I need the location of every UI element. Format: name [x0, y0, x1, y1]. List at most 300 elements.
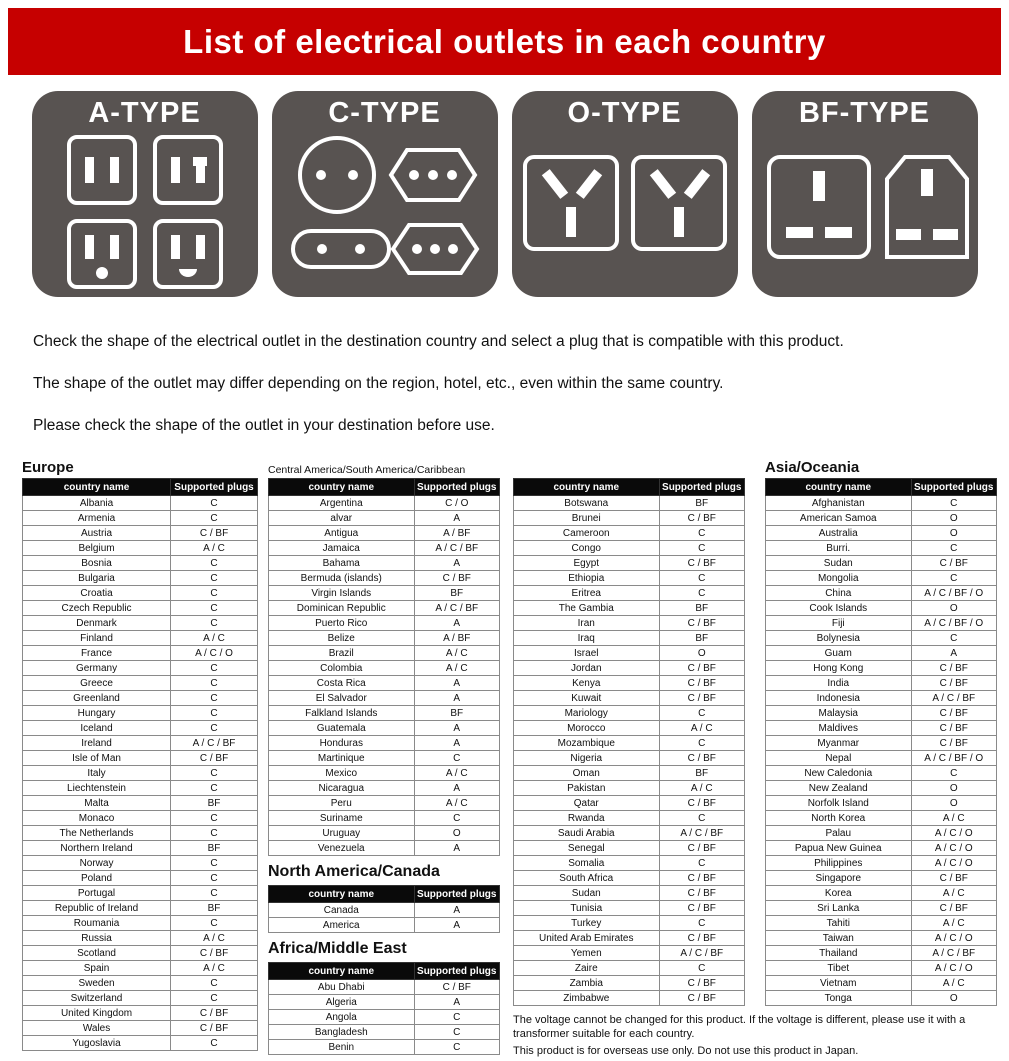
table-row [514, 781, 745, 796]
country-name-cell: Tibet [766, 961, 912, 976]
country-name-cell: American Samoa [766, 511, 912, 526]
table-row [23, 886, 258, 901]
table-row [23, 691, 258, 706]
table-row [514, 691, 745, 706]
country-name-cell: Nepal [766, 751, 912, 766]
table-row [23, 811, 258, 826]
country-name-cell: Wales [23, 1021, 171, 1036]
country-name-cell: Croatia [23, 586, 171, 601]
supported-plugs-cell: C / BF [911, 661, 996, 676]
country-name-cell: Singapore [766, 871, 912, 886]
country-name-cell: Yemen [514, 946, 660, 961]
country-name-cell: Switzerland [23, 991, 171, 1006]
supported-plugs-cell: BF [659, 601, 744, 616]
supported-plugs-cell: C / BF [414, 980, 499, 995]
country-name-cell: El Salvador [269, 691, 415, 706]
supported-plugs-header: Supported plugs [171, 479, 258, 496]
country-name-cell: The Netherlands [23, 826, 171, 841]
supported-plugs-cell: A / C / BF / O [911, 751, 996, 766]
country-name-cell: Falkland Islands [269, 706, 415, 721]
country-name-cell: Ireland [23, 736, 171, 751]
europe-table [22, 478, 258, 1051]
plug-card-a-type [32, 91, 258, 297]
country-name-cell: Taiwan [766, 931, 912, 946]
country-name-cell: China [766, 586, 912, 601]
country-name-cell: Abu Dhabi [269, 980, 415, 995]
table-row [23, 496, 258, 511]
country-name-cell: Sudan [766, 556, 912, 571]
table-row [766, 511, 997, 526]
country-name-cell: alvar [269, 511, 415, 526]
country-name-cell: South Africa [514, 871, 660, 886]
supported-plugs-cell: C / BF [659, 616, 744, 631]
supported-plugs-cell: A / C / BF [171, 736, 258, 751]
table-row [766, 796, 997, 811]
supported-plugs-cell: A [414, 903, 499, 918]
table-row [514, 526, 745, 541]
supported-plugs-cell: A / C / BF / O [911, 586, 996, 601]
supported-plugs-cell: C [171, 916, 258, 931]
table-row [766, 751, 997, 766]
country-name-cell: Rwanda [514, 811, 660, 826]
supported-plugs-cell: A / C [911, 811, 996, 826]
supported-plugs-header: Supported plugs [414, 886, 499, 903]
table-header-row [269, 963, 500, 980]
country-name-cell: Republic of Ireland [23, 901, 171, 916]
table-row [23, 856, 258, 871]
supported-plugs-cell: C [171, 586, 258, 601]
supported-plugs-cell: A / C [171, 541, 258, 556]
europe-column [22, 459, 258, 1051]
country-name-cell: Indonesia [766, 691, 912, 706]
table-row [766, 556, 997, 571]
country-name-cell: Suriname [269, 811, 415, 826]
supported-plugs-cell: C [171, 511, 258, 526]
country-name-cell: Mozambique [514, 736, 660, 751]
supported-plugs-cell: C [414, 1040, 499, 1055]
table-row [269, 918, 500, 933]
country-name-cell: United Kingdom [23, 1006, 171, 1021]
supported-plugs-cell: A / C [659, 781, 744, 796]
country-name-header: country name [766, 479, 912, 496]
country-name-cell: Botswana [514, 496, 660, 511]
country-name-header: country name [269, 886, 415, 903]
supported-plugs-cell: C [659, 961, 744, 976]
table-row [766, 706, 997, 721]
country-name-cell: Isle of Man [23, 751, 171, 766]
supported-plugs-cell: C / BF [171, 946, 258, 961]
table-row [766, 691, 997, 706]
country-name-cell: Venezuela [269, 841, 415, 856]
supported-plugs-cell: A / C / BF / O [911, 616, 996, 631]
supported-plugs-cell: C / BF [911, 871, 996, 886]
country-name-cell: Dominican Republic [269, 601, 415, 616]
country-name-cell: Kuwait [514, 691, 660, 706]
supported-plugs-cell: C [659, 526, 744, 541]
table-row [766, 871, 997, 886]
table-row [269, 903, 500, 918]
table-row [766, 526, 997, 541]
country-name-cell: Colombia [269, 661, 415, 676]
supported-plugs-cell: C [659, 856, 744, 871]
supported-plugs-cell: C / BF [171, 1021, 258, 1036]
a-type-label: A-TYPE [88, 97, 201, 129]
country-name-cell: Greece [23, 676, 171, 691]
voltage-note [513, 1013, 1005, 1058]
section-title-central-south-america: Central America/South America/Caribbean [268, 464, 466, 476]
supported-plugs-cell: C [659, 811, 744, 826]
country-name-cell: Malaysia [766, 706, 912, 721]
supported-plugs-cell: O [911, 526, 996, 541]
supported-plugs-cell: C / BF [659, 901, 744, 916]
supported-plugs-cell: C [659, 736, 744, 751]
supported-plugs-cell: A / C / O [911, 826, 996, 841]
country-name-cell: North Korea [766, 811, 912, 826]
supported-plugs-cell: A / C / O [911, 961, 996, 976]
country-name-cell: Scotland [23, 946, 171, 961]
supported-plugs-cell: C / BF [659, 691, 744, 706]
supported-plugs-cell: C / BF [911, 706, 996, 721]
supported-plugs-header: Supported plugs [911, 479, 996, 496]
country-name-cell: Brunei [514, 511, 660, 526]
table-row [23, 751, 258, 766]
supported-plugs-cell: C [171, 571, 258, 586]
supported-plugs-cell: O [911, 511, 996, 526]
supported-plugs-cell: C [171, 781, 258, 796]
country-name-cell: Mexico [269, 766, 415, 781]
table-row [766, 781, 997, 796]
section-title-europe: Europe [22, 459, 74, 476]
supported-plugs-cell: O [911, 601, 996, 616]
table-row [766, 991, 997, 1006]
supported-plugs-cell: C / BF [659, 556, 744, 571]
supported-plugs-cell: A / C [414, 646, 499, 661]
table-row [514, 571, 745, 586]
country-name-cell: Malta [23, 796, 171, 811]
supported-plugs-cell: A / C [911, 886, 996, 901]
country-name-cell: Russia [23, 931, 171, 946]
country-name-cell: Congo [514, 541, 660, 556]
table-row [269, 661, 500, 676]
table-row [514, 601, 745, 616]
table-row [23, 841, 258, 856]
table-row [514, 751, 745, 766]
supported-plugs-cell: C / BF [659, 886, 744, 901]
table-row [269, 1025, 500, 1040]
supported-plugs-cell: A / C [171, 961, 258, 976]
table-row [269, 1040, 500, 1055]
supported-plugs-cell: C / BF [171, 751, 258, 766]
supported-plugs-cell: C / BF [911, 676, 996, 691]
supported-plugs-cell: A [414, 721, 499, 736]
country-name-cell: Guatemala [269, 721, 415, 736]
supported-plugs-cell: A / C / BF [659, 946, 744, 961]
country-name-cell: Greenland [23, 691, 171, 706]
country-name-header: country name [514, 479, 660, 496]
supported-plugs-cell: A / C [414, 661, 499, 676]
table-row [766, 901, 997, 916]
supported-plugs-cell: O [659, 646, 744, 661]
table-row [23, 826, 258, 841]
country-name-cell: Benin [269, 1040, 415, 1055]
supported-plugs-header: Supported plugs [659, 479, 744, 496]
supported-plugs-cell: A / C [911, 976, 996, 991]
supported-plugs-cell: A / C / O [911, 841, 996, 856]
country-name-cell: Israel [514, 646, 660, 661]
country-name-cell: Czech Republic [23, 601, 171, 616]
table-row [766, 496, 997, 511]
supported-plugs-cell: C [171, 496, 258, 511]
table-row [514, 736, 745, 751]
table-row [766, 946, 997, 961]
plug-card-o-type [512, 91, 738, 297]
supported-plugs-cell: A / C [414, 766, 499, 781]
country-name-cell: Australia [766, 526, 912, 541]
table-row [269, 841, 500, 856]
supported-plugs-cell: C [171, 856, 258, 871]
table-row [23, 1021, 258, 1036]
supported-plugs-cell: C [911, 541, 996, 556]
country-name-cell: America [269, 918, 415, 933]
supported-plugs-cell: C [171, 826, 258, 841]
supported-plugs-cell: A [414, 691, 499, 706]
table-row [514, 811, 745, 826]
supported-plugs-cell: A [414, 736, 499, 751]
table-row [23, 961, 258, 976]
table-row [766, 571, 997, 586]
table-header-row [514, 479, 745, 496]
supported-plugs-cell: A [414, 616, 499, 631]
country-name-cell: New Zealand [766, 781, 912, 796]
country-name-cell: Algeria [269, 995, 415, 1010]
intro-line-3: Please check the shape of the outlet in your destination before use. [33, 417, 495, 434]
country-name-cell: Nigeria [514, 751, 660, 766]
table-row [766, 931, 997, 946]
supported-plugs-cell: BF [659, 631, 744, 646]
table-row [514, 676, 745, 691]
country-name-cell: Mongolia [766, 571, 912, 586]
section-title-asia-oceania: Asia/Oceania [765, 459, 860, 476]
table-row [23, 511, 258, 526]
table-row [514, 931, 745, 946]
country-name-cell: Norfolk Island [766, 796, 912, 811]
country-name-cell: Papua New Guinea [766, 841, 912, 856]
country-name-cell: Bosnia [23, 556, 171, 571]
table-row [23, 556, 258, 571]
table-row [514, 706, 745, 721]
country-name-cell: Belgium [23, 541, 171, 556]
country-name-cell: Zaire [514, 961, 660, 976]
table-row [766, 616, 997, 631]
country-name-cell: Liechtenstein [23, 781, 171, 796]
table-row [269, 766, 500, 781]
country-name-cell: Guam [766, 646, 912, 661]
country-name-cell: Bolynesia [766, 631, 912, 646]
table-row [269, 706, 500, 721]
country-name-cell: Pakistan [514, 781, 660, 796]
supported-plugs-cell: A [414, 781, 499, 796]
table-row [23, 916, 258, 931]
table-row [23, 736, 258, 751]
country-name-cell: Brazil [269, 646, 415, 661]
table-row [766, 631, 997, 646]
north-america-table [268, 885, 500, 933]
supported-plugs-cell: O [911, 781, 996, 796]
country-name-cell: Uruguay [269, 826, 415, 841]
country-tables [0, 459, 1009, 1057]
table-row [514, 496, 745, 511]
table-row [766, 811, 997, 826]
table-row [23, 661, 258, 676]
supported-plugs-cell: C [171, 676, 258, 691]
supported-plugs-cell: BF [171, 796, 258, 811]
table-row [766, 586, 997, 601]
supported-plugs-cell: BF [659, 496, 744, 511]
table-row [23, 901, 258, 916]
table-row [514, 796, 745, 811]
country-name-cell: Sri Lanka [766, 901, 912, 916]
supported-plugs-cell: BF [659, 766, 744, 781]
supported-plugs-cell: A / C / BF [414, 541, 499, 556]
country-name-cell: Tonga [766, 991, 912, 1006]
table-row [269, 781, 500, 796]
supported-plugs-cell: A / C / BF [659, 826, 744, 841]
supported-plugs-cell: C [659, 916, 744, 931]
country-name-cell: Maldives [766, 721, 912, 736]
table-row [514, 661, 745, 676]
country-name-cell: Armenia [23, 511, 171, 526]
supported-plugs-cell: C / BF [414, 571, 499, 586]
country-name-cell: Spain [23, 961, 171, 976]
table-row [766, 661, 997, 676]
supported-plugs-cell: C [171, 1036, 258, 1051]
country-name-cell: Virgin Islands [269, 586, 415, 601]
table-row [23, 676, 258, 691]
supported-plugs-cell: A [911, 646, 996, 661]
country-name-cell: Zimbabwe [514, 991, 660, 1006]
table-row [269, 631, 500, 646]
supported-plugs-cell: C [171, 661, 258, 676]
table-row [269, 646, 500, 661]
table-row [269, 691, 500, 706]
country-name-cell: Argentina [269, 496, 415, 511]
supported-plugs-cell: C [414, 1010, 499, 1025]
table-row [269, 995, 500, 1010]
country-name-cell: Costa Rica [269, 676, 415, 691]
country-name-cell: Palau [766, 826, 912, 841]
country-name-cell: Belize [269, 631, 415, 646]
table-row [514, 916, 745, 931]
country-name-cell: Tahiti [766, 916, 912, 931]
country-name-cell: Northern Ireland [23, 841, 171, 856]
supported-plugs-cell: C / BF [171, 526, 258, 541]
country-name-cell: Myanmar [766, 736, 912, 751]
supported-plugs-cell: C [911, 571, 996, 586]
table-row [23, 991, 258, 1006]
country-name-cell: Jamaica [269, 541, 415, 556]
supported-plugs-cell: C [659, 586, 744, 601]
table-row [766, 676, 997, 691]
supported-plugs-cell: A [414, 676, 499, 691]
table-row [514, 826, 745, 841]
americas-africa-column [268, 459, 500, 1055]
table-header-row [766, 479, 997, 496]
supported-plugs-cell: A [414, 918, 499, 933]
country-name-cell: Antigua [269, 526, 415, 541]
table-row [514, 886, 745, 901]
supported-plugs-cell: A / C [659, 721, 744, 736]
country-name-cell: Iceland [23, 721, 171, 736]
table-row [23, 616, 258, 631]
table-row [23, 871, 258, 886]
table-row [23, 1006, 258, 1021]
table-row [269, 541, 500, 556]
supported-plugs-cell: C / BF [659, 661, 744, 676]
table-row [269, 616, 500, 631]
supported-plugs-cell: C / BF [659, 871, 744, 886]
table-row [514, 976, 745, 991]
country-name-cell: Angola [269, 1010, 415, 1025]
supported-plugs-cell: C / BF [659, 976, 744, 991]
supported-plugs-cell: A / C / BF [414, 601, 499, 616]
table-row [514, 721, 745, 736]
country-name-cell: Roumania [23, 916, 171, 931]
table-row [23, 586, 258, 601]
supported-plugs-cell: C [171, 691, 258, 706]
country-name-cell: Hungary [23, 706, 171, 721]
supported-plugs-cell: C [171, 721, 258, 736]
section-title-africa-middle-east: Africa/Middle East [268, 940, 407, 957]
table-row [23, 766, 258, 781]
supported-plugs-cell: C [171, 766, 258, 781]
supported-plugs-cell: C [171, 976, 258, 991]
heading-spacer [513, 459, 745, 478]
country-name-cell: Zambia [514, 976, 660, 991]
c-type-label: C-TYPE [328, 97, 441, 129]
table-row [766, 646, 997, 661]
country-name-cell: Thailand [766, 946, 912, 961]
table-row [766, 856, 997, 871]
o-type-label: O-TYPE [567, 97, 682, 129]
supported-plugs-cell: A / C [911, 916, 996, 931]
table-row [766, 826, 997, 841]
table-row [23, 631, 258, 646]
supported-plugs-cell: A / C [414, 796, 499, 811]
country-name-cell: Portugal [23, 886, 171, 901]
country-name-cell: Oman [514, 766, 660, 781]
table-row [514, 556, 745, 571]
table-row [514, 961, 745, 976]
country-name-header: country name [23, 479, 171, 496]
table-row [514, 511, 745, 526]
intro-line-1: Check the shape of the electrical outlet in the destination country and select a plug that is compatible with this product. [33, 333, 844, 350]
country-name-cell: Monaco [23, 811, 171, 826]
table-row [269, 811, 500, 826]
table-row [514, 766, 745, 781]
country-name-cell: Peru [269, 796, 415, 811]
plug-card-bf-type [752, 91, 978, 297]
supported-plugs-cell: C / BF [659, 931, 744, 946]
table-header-row [269, 886, 500, 903]
country-name-cell: Poland [23, 871, 171, 886]
country-name-cell: Senegal [514, 841, 660, 856]
table-row [514, 841, 745, 856]
supported-plugs-header: Supported plugs [414, 479, 499, 496]
table-row [23, 976, 258, 991]
table-row [514, 646, 745, 661]
country-name-cell: Eritrea [514, 586, 660, 601]
supported-plugs-cell: C / BF [911, 736, 996, 751]
